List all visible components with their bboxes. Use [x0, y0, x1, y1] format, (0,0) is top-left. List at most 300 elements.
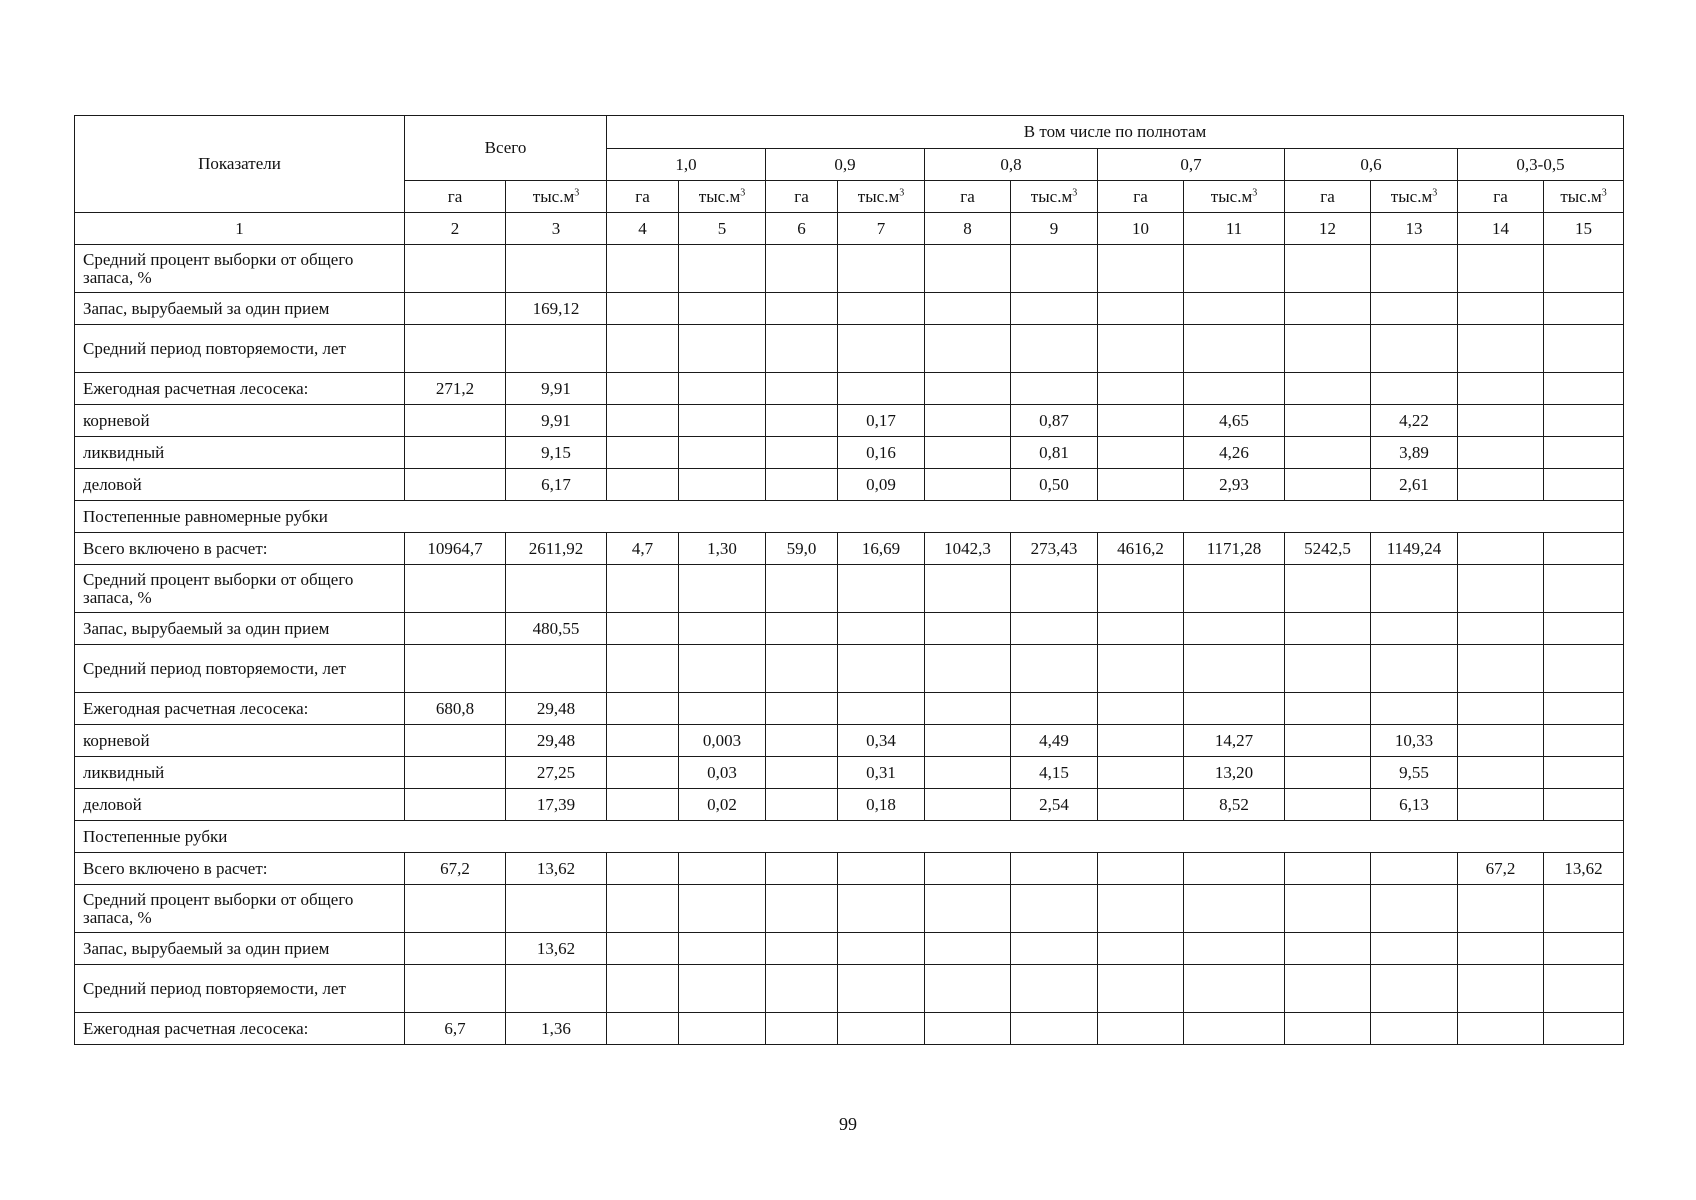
- table-cell: [1544, 645, 1624, 693]
- table-cell: [766, 693, 838, 725]
- table-cell: [607, 437, 679, 469]
- density-group-header: 0,3-0,5: [1458, 149, 1624, 181]
- column-number: 7: [838, 213, 925, 245]
- table-cell: [607, 789, 679, 821]
- table-cell: [679, 885, 766, 933]
- table-cell: [607, 645, 679, 693]
- table-body: [75, 245, 1624, 1045]
- table-cell: [925, 437, 1011, 469]
- row-label: Средний период повторяемости, лет: [75, 965, 405, 1013]
- table-cell: [925, 1013, 1011, 1045]
- unit-ha: га: [1098, 181, 1184, 213]
- table-cell: [1458, 373, 1544, 405]
- table-row: [75, 885, 1624, 933]
- table-cell: [925, 789, 1011, 821]
- table-cell: 4,65: [1184, 405, 1285, 437]
- column-number: 9: [1011, 213, 1098, 245]
- table-cell: [1458, 757, 1544, 789]
- table-cell: [1458, 725, 1544, 757]
- table-cell: [1544, 725, 1624, 757]
- table-row: [75, 725, 1624, 757]
- table-cell: [1544, 693, 1624, 725]
- table-cell: [506, 565, 607, 613]
- table-cell: [405, 245, 506, 293]
- table-cell: 0,81: [1011, 437, 1098, 469]
- unit-volume-superscript: 3: [899, 186, 905, 198]
- table-cell: [1098, 613, 1184, 645]
- table-cell: 59,0: [766, 533, 838, 565]
- table-cell: [1184, 293, 1285, 325]
- column-number: 8: [925, 213, 1011, 245]
- table-cell: [766, 293, 838, 325]
- column-number: 13: [1371, 213, 1458, 245]
- unit-ha: га: [1285, 181, 1371, 213]
- unit-volume: [679, 181, 766, 213]
- table-cell: [1544, 1013, 1624, 1045]
- table-cell: [925, 965, 1011, 1013]
- row-label: деловой: [75, 469, 405, 501]
- forest-harvest-table: [74, 115, 1624, 1045]
- table-cell: [1011, 245, 1098, 293]
- unit-volume-text: тыс.м: [698, 186, 741, 206]
- table-row: [75, 645, 1624, 693]
- table-cell: 0,31: [838, 757, 925, 789]
- table-cell: [1371, 293, 1458, 325]
- table-row: [75, 933, 1624, 965]
- row-label: Запас, вырубаемый за один прием: [75, 613, 405, 645]
- table-cell: 10,33: [1371, 725, 1458, 757]
- table-row: [75, 373, 1624, 405]
- table-cell: 0,87: [1011, 405, 1098, 437]
- density-group-header: 0,7: [1098, 149, 1285, 181]
- table-cell: [1184, 885, 1285, 933]
- table-cell: [405, 789, 506, 821]
- table-cell: [1184, 325, 1285, 373]
- unit-volume: [1011, 181, 1098, 213]
- column-number: 3: [506, 213, 607, 245]
- table-cell: 6,17: [506, 469, 607, 501]
- unit-volume-text: тыс.м: [857, 186, 900, 206]
- table-cell: 0,50: [1011, 469, 1098, 501]
- table-cell: [1184, 693, 1285, 725]
- table-cell: [1458, 469, 1544, 501]
- table-cell: [679, 1013, 766, 1045]
- table-cell: [1011, 325, 1098, 373]
- table-cell: [1098, 1013, 1184, 1045]
- column-number: 12: [1285, 213, 1371, 245]
- table-cell: [1544, 469, 1624, 501]
- table-cell: [1544, 437, 1624, 469]
- table-cell: [1184, 853, 1285, 885]
- table-cell: [1098, 933, 1184, 965]
- table-cell: 13,20: [1184, 757, 1285, 789]
- page-number: 99: [839, 1114, 857, 1134]
- table-cell: [607, 325, 679, 373]
- table-cell: [1458, 965, 1544, 1013]
- column-number: 14: [1458, 213, 1544, 245]
- table-cell: [1544, 933, 1624, 965]
- table-cell: [1458, 533, 1544, 565]
- row-label: Средний период повторяемости, лет: [75, 325, 405, 373]
- table-cell: [838, 325, 925, 373]
- table-cell: [607, 965, 679, 1013]
- table-cell: [1371, 613, 1458, 645]
- row-label: Всего включено в расчет:: [75, 853, 405, 885]
- table-cell: [1458, 405, 1544, 437]
- table-row: [75, 293, 1624, 325]
- table-cell: [766, 645, 838, 693]
- table-cell: [1458, 1013, 1544, 1045]
- table-cell: 3,89: [1371, 437, 1458, 469]
- table-cell: [1371, 373, 1458, 405]
- table-cell: [766, 933, 838, 965]
- table-cell: 29,48: [506, 725, 607, 757]
- header-including-by-density: В том числе по полнотам: [607, 116, 1624, 149]
- table-cell: [607, 613, 679, 645]
- table-cell: [1458, 325, 1544, 373]
- table-cell: [1544, 565, 1624, 613]
- table-cell: [1544, 405, 1624, 437]
- table-cell: [766, 565, 838, 613]
- table-cell: 0,003: [679, 725, 766, 757]
- table-row: [75, 469, 1624, 501]
- table-cell: 4,26: [1184, 437, 1285, 469]
- table-cell: 8,52: [1184, 789, 1285, 821]
- table-cell: [1285, 933, 1371, 965]
- table-cell: [766, 757, 838, 789]
- table-cell: [1458, 693, 1544, 725]
- header-indicators: Показатели: [75, 116, 405, 213]
- table-cell: [405, 437, 506, 469]
- table-cell: 4,7: [607, 533, 679, 565]
- table-cell: [766, 1013, 838, 1045]
- unit-volume-text: тыс.м: [1210, 186, 1253, 206]
- table-cell: [1285, 645, 1371, 693]
- table-cell: [925, 245, 1011, 293]
- table-cell: [679, 853, 766, 885]
- table-header: [75, 116, 1624, 245]
- unit-volume-text: тыс.м: [1030, 186, 1073, 206]
- table-cell: [1098, 245, 1184, 293]
- table-cell: [838, 885, 925, 933]
- table-cell: [1184, 565, 1285, 613]
- table-cell: [1544, 757, 1624, 789]
- column-number: 10: [1098, 213, 1184, 245]
- table-cell: 0,18: [838, 789, 925, 821]
- table-cell: [405, 565, 506, 613]
- table-cell: [838, 293, 925, 325]
- unit-ha: га: [766, 181, 838, 213]
- table-cell: [838, 1013, 925, 1045]
- table-cell: 1,30: [679, 533, 766, 565]
- table-cell: 1149,24: [1371, 533, 1458, 565]
- table-cell: [838, 373, 925, 405]
- table-cell: [1285, 373, 1371, 405]
- table-cell: [1544, 533, 1624, 565]
- table-cell: 1171,28: [1184, 533, 1285, 565]
- table-cell: [1458, 613, 1544, 645]
- table-cell: [679, 565, 766, 613]
- table-cell: [1098, 965, 1184, 1013]
- table-cell: 16,69: [838, 533, 925, 565]
- table-cell: [679, 373, 766, 405]
- table-cell: [838, 965, 925, 1013]
- table-cell: [1285, 885, 1371, 933]
- table-cell: [1544, 789, 1624, 821]
- table-cell: [1285, 789, 1371, 821]
- table-cell: [766, 885, 838, 933]
- table-cell: [405, 965, 506, 1013]
- table-cell: [925, 757, 1011, 789]
- table-cell: 5242,5: [1285, 533, 1371, 565]
- table-row: [75, 853, 1624, 885]
- table-cell: [1098, 565, 1184, 613]
- unit-volume: [1544, 181, 1624, 213]
- row-label: ликвидный: [75, 757, 405, 789]
- table-cell: [1184, 965, 1285, 1013]
- table-cell: 1,36: [506, 1013, 607, 1045]
- table-cell: [1285, 1013, 1371, 1045]
- table-cell: [679, 693, 766, 725]
- table-cell: [1371, 565, 1458, 613]
- row-label: Средний период повторяемости, лет: [75, 645, 405, 693]
- table-cell: [679, 965, 766, 1013]
- column-number: 4: [607, 213, 679, 245]
- table-cell: [405, 469, 506, 501]
- table-cell: [766, 725, 838, 757]
- table-cell: 29,48: [506, 693, 607, 725]
- table-cell: [1544, 885, 1624, 933]
- table-cell: [679, 245, 766, 293]
- table-cell: [1458, 933, 1544, 965]
- unit-volume-superscript: 3: [740, 186, 746, 198]
- table-cell: [838, 933, 925, 965]
- table-cell: 9,91: [506, 405, 607, 437]
- unit-volume-superscript: 3: [574, 186, 580, 198]
- section-row: [75, 821, 1624, 853]
- header-total: Всего: [405, 116, 607, 181]
- unit-volume: [506, 181, 607, 213]
- table-cell: [838, 565, 925, 613]
- table-cell: [1098, 293, 1184, 325]
- table-row: [75, 533, 1624, 565]
- row-label: Всего включено в расчет:: [75, 533, 405, 565]
- table-cell: [1184, 613, 1285, 645]
- row-label: Ежегодная расчетная лесосека:: [75, 1013, 405, 1045]
- table-cell: [1184, 373, 1285, 405]
- table-cell: [506, 645, 607, 693]
- table-cell: 273,43: [1011, 533, 1098, 565]
- table-cell: [607, 293, 679, 325]
- row-label: ликвидный: [75, 437, 405, 469]
- table-cell: [607, 885, 679, 933]
- table-cell: [607, 405, 679, 437]
- table-cell: [1285, 613, 1371, 645]
- table-cell: [766, 965, 838, 1013]
- table-cell: [1098, 405, 1184, 437]
- table-cell: [405, 293, 506, 325]
- table-row: [75, 245, 1624, 293]
- table-cell: 2,61: [1371, 469, 1458, 501]
- table-cell: [925, 565, 1011, 613]
- density-group-header: 1,0: [607, 149, 766, 181]
- table-cell: 13,62: [506, 933, 607, 965]
- table-cell: [1184, 245, 1285, 293]
- table-cell: [1184, 933, 1285, 965]
- unit-volume: [1184, 181, 1285, 213]
- unit-ha: га: [405, 181, 506, 213]
- table-cell: [607, 245, 679, 293]
- table-cell: [1098, 757, 1184, 789]
- table-cell: 10964,7: [405, 533, 506, 565]
- table-cell: [1544, 613, 1624, 645]
- section-title: Постепенные рубки: [75, 821, 1624, 853]
- table-cell: [607, 693, 679, 725]
- table-cell: [1544, 245, 1624, 293]
- row-label: Средний процент выборки от общего запаса, %: [75, 245, 405, 293]
- table-cell: [506, 965, 607, 1013]
- density-group-header: 0,9: [766, 149, 925, 181]
- table-cell: [925, 293, 1011, 325]
- table-cell: [766, 469, 838, 501]
- table-cell: [679, 613, 766, 645]
- table-cell: [838, 853, 925, 885]
- table-cell: [607, 469, 679, 501]
- table-cell: 0,03: [679, 757, 766, 789]
- row-label: корневой: [75, 725, 405, 757]
- table-cell: [1098, 885, 1184, 933]
- unit-volume-superscript: 3: [1072, 186, 1078, 198]
- table-cell: [925, 325, 1011, 373]
- table-cell: [1371, 645, 1458, 693]
- table-cell: [766, 853, 838, 885]
- table-cell: [1285, 853, 1371, 885]
- table-cell: [1458, 293, 1544, 325]
- table-cell: [1371, 885, 1458, 933]
- table-cell: [925, 469, 1011, 501]
- table-cell: [679, 437, 766, 469]
- table-row: [75, 693, 1624, 725]
- table-cell: [405, 645, 506, 693]
- table-cell: 9,91: [506, 373, 607, 405]
- table-cell: 0,16: [838, 437, 925, 469]
- table-row: [75, 613, 1624, 645]
- table-cell: [766, 789, 838, 821]
- table-cell: [679, 933, 766, 965]
- density-group-header: 0,8: [925, 149, 1098, 181]
- table-cell: [1098, 373, 1184, 405]
- table-cell: [405, 325, 506, 373]
- table-cell: [679, 293, 766, 325]
- table-cell: [1458, 789, 1544, 821]
- row-label: корневой: [75, 405, 405, 437]
- table-cell: [607, 565, 679, 613]
- table-cell: [1098, 325, 1184, 373]
- table-cell: 4616,2: [1098, 533, 1184, 565]
- table-cell: [1371, 933, 1458, 965]
- column-number: 6: [766, 213, 838, 245]
- unit-volume: [838, 181, 925, 213]
- table-cell: [1458, 645, 1544, 693]
- table-row: [75, 1013, 1624, 1045]
- column-number: 2: [405, 213, 506, 245]
- table-cell: 14,27: [1184, 725, 1285, 757]
- table-cell: [925, 405, 1011, 437]
- table-cell: [925, 933, 1011, 965]
- table-cell: [1098, 789, 1184, 821]
- table-cell: 67,2: [1458, 853, 1544, 885]
- table-cell: [925, 853, 1011, 885]
- table-cell: [766, 613, 838, 645]
- table-cell: [1011, 965, 1098, 1013]
- table-cell: [1371, 1013, 1458, 1045]
- density-group-header: 0,6: [1285, 149, 1458, 181]
- table-cell: [925, 373, 1011, 405]
- table-row: [75, 757, 1624, 789]
- unit-volume-text: тыс.м: [532, 186, 575, 206]
- table-cell: 13,62: [506, 853, 607, 885]
- table-cell: [838, 613, 925, 645]
- table-cell: [1285, 757, 1371, 789]
- table-cell: [1098, 469, 1184, 501]
- table-row: [75, 437, 1624, 469]
- table-cell: [405, 933, 506, 965]
- table-cell: [405, 725, 506, 757]
- table-cell: [1285, 245, 1371, 293]
- table-cell: [405, 757, 506, 789]
- table-cell: [1011, 885, 1098, 933]
- unit-volume-text: тыс.м: [1560, 186, 1602, 206]
- table-cell: [1184, 645, 1285, 693]
- row-label: Средний процент выборки от общего запаса, %: [75, 565, 405, 613]
- table-cell: 6,7: [405, 1013, 506, 1045]
- table-cell: [607, 373, 679, 405]
- unit-volume: [1371, 181, 1458, 213]
- table-cell: [1371, 693, 1458, 725]
- table-cell: [1285, 437, 1371, 469]
- table-cell: [506, 325, 607, 373]
- table-cell: 6,13: [1371, 789, 1458, 821]
- table-cell: [1285, 725, 1371, 757]
- table-cell: [1458, 437, 1544, 469]
- table-cell: 169,12: [506, 293, 607, 325]
- column-number: 1: [75, 213, 405, 245]
- table-cell: [838, 693, 925, 725]
- table-cell: [1011, 933, 1098, 965]
- table-cell: [925, 885, 1011, 933]
- table-cell: [1285, 693, 1371, 725]
- unit-ha: га: [925, 181, 1011, 213]
- table-cell: [679, 645, 766, 693]
- table-cell: 4,49: [1011, 725, 1098, 757]
- table-row: [75, 405, 1624, 437]
- row-label: деловой: [75, 789, 405, 821]
- table-cell: [1458, 885, 1544, 933]
- table-cell: [405, 405, 506, 437]
- table-cell: 9,55: [1371, 757, 1458, 789]
- table-cell: [1458, 245, 1544, 293]
- table-cell: [838, 645, 925, 693]
- table-cell: [766, 373, 838, 405]
- table-cell: 2,54: [1011, 789, 1098, 821]
- table-cell: 17,39: [506, 789, 607, 821]
- row-label: Запас, вырубаемый за один прием: [75, 933, 405, 965]
- table-cell: [1098, 645, 1184, 693]
- table-cell: [679, 469, 766, 501]
- table-cell: [405, 613, 506, 645]
- unit-ha: га: [1458, 181, 1544, 213]
- table-cell: 0,02: [679, 789, 766, 821]
